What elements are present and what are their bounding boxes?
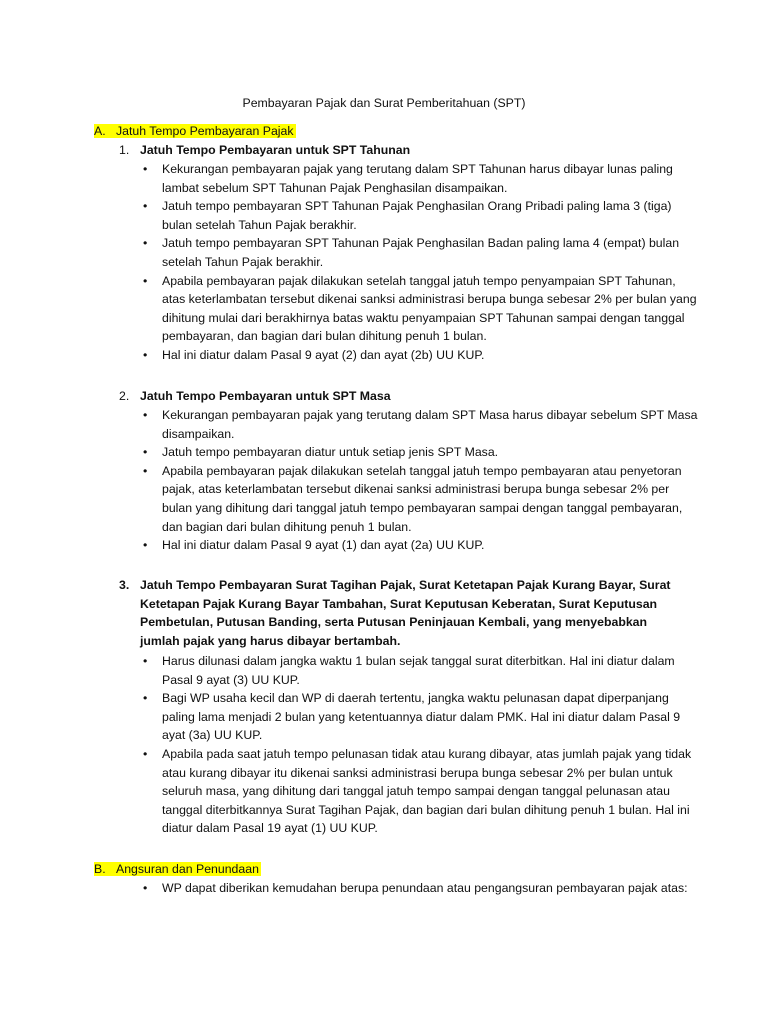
subsection-2-bullet-list: [140, 406, 700, 555]
subsection-2-title: Jatuh Tempo Pembayaran untuk SPT Masa: [140, 389, 391, 403]
subsection-3-bullet-list: [140, 652, 700, 838]
list-item: • Jatuh tempo pembayaran diatur untuk setiap jenis SPT Masa.: [140, 443, 700, 462]
subsection-3-heading: [119, 576, 675, 650]
list-item: • Apabila pembayaran pajak dilakukan setelah tanggal jatuh tempo penyampaian SPT Tahunan, atas keterlambatan tersebut dikenai sanksi administrasi berupa bunga sebesar 2% per bulan yang dihitung mulai dari berakhirnya batas waktu penyampaian SPT Tahunan sampai dengan tanggal pembayaran, dan bagian dari bulan dihitung penuh 1 bulan.: [140, 272, 700, 346]
list-item: • Jatuh tempo pembayaran SPT Tahunan Pajak Penghasilan Orang Pribadi paling lama 3 (tiga) bulan setelah Tahun Pajak berakhir.: [140, 197, 700, 234]
list-item: • Hal ini diatur dalam Pasal 9 ayat (1) dan ayat (2a) UU KUP.: [140, 536, 700, 555]
document-title: Pembayaran Pajak dan Surat Pemberitahuan (SPT): [242, 96, 526, 110]
subsection-3-number: 3.: [119, 578, 130, 592]
section-a-title: Jatuh Tempo Pembayaran Pajak: [116, 124, 294, 138]
subsection-2-heading: [119, 387, 391, 406]
list-item: • Harus dilunasi dalam jangka waktu 1 bulan sejak tanggal surat diterbitkan. Hal ini diatur dalam Pasal 9 ayat (3) UU KUP.: [140, 652, 700, 689]
list-item: • Apabila pembayaran pajak dilakukan setelah tanggal jatuh tempo pembayaran atau penyetoran pajak, atas keterlambatan tersebut dikenai sanksi administrasi berupa bunga sebesar 2% per bulan yang dihitung dari tanggal jatuh tempo pembayaran sampai dengan tanggal pembayaran, dan bagian dari bulan dihitung penuh 1 bulan.: [140, 462, 700, 536]
list-item: • Apabila pada saat jatuh tempo pelunasan tidak atau kurang dibayar, atas jumlah pajak yang tidak atau kurang dibayar itu dikenai sanksi administrasi berupa bunga sebesar 2% per bulan untuk seluruh masa, yang dihitung dari tanggal jatuh tempo sampai dengan tanggal pelunasan atau tanggal diterbitkannya Surat Tagihan Pajak, dan bagian dari bulan dihitung penuh 1 bulan. Hal ini diatur dalam Pasal 19 ayat (1) UU KUP.: [140, 745, 700, 838]
section-b-title: Angsuran dan Penundaan: [116, 862, 259, 876]
list-item: • WP dapat diberikan kemudahan berupa penundaan atau pengangsuran pembayaran pajak atas:: [140, 879, 700, 898]
subsection-1-number: 1.: [119, 143, 130, 157]
list-item: • Hal ini diatur dalam Pasal 9 ayat (2) dan ayat (2b) UU KUP.: [140, 346, 700, 365]
section-a-heading: [94, 122, 296, 141]
list-item: • Kekurangan pembayaran pajak yang terutang dalam SPT Tahunan harus dibayar lunas paling lambat sebelum SPT Tahunan Pajak Penghasilan disampaikan.: [140, 160, 700, 197]
subsection-1-heading: [119, 141, 410, 160]
subsection-1-bullet-list: [140, 160, 700, 365]
section-b-heading: [94, 860, 261, 879]
list-item: • Jatuh tempo pembayaran SPT Tahunan Pajak Penghasilan Badan paling lama 4 (empat) bulan setelah Tahun Pajak berakhir.: [140, 234, 700, 271]
list-item: • Bagi WP usaha kecil dan WP di daerah tertentu, jangka waktu pelunasan dapat diperpanjang paling lama menjadi 2 bulan yang ketentuannya diatur dalam PMK. Hal ini diatur dalam Pasal 9 ayat (3a) UU KUP.: [140, 689, 700, 745]
subsection-3-title: Jatuh Tempo Pembayaran Surat Tagihan Pajak, Surat Ketetapan Pajak Kurang Bayar, Surat Ketetapan Pajak Kurang Bayar Tambahan, Surat Keputusan Keberatan, Surat Keputusan Pembetulan, Putusan Banding, serta Putusan Peninjauan Kembali, yang menyebabkan jumlah pajak yang harus dibayar bertambah.: [140, 578, 671, 648]
list-item: • Kekurangan pembayaran pajak yang terutang dalam SPT Masa harus dibayar sebelum SPT Masa disampaikan.: [140, 406, 700, 443]
subsection-2-number: 2.: [119, 389, 130, 403]
subsection-1-title: Jatuh Tempo Pembayaran untuk SPT Tahunan: [140, 143, 411, 157]
section-b-letter: B.: [94, 862, 106, 876]
section-a-letter: A.: [94, 124, 106, 138]
section-b-bullet-list: [140, 879, 700, 898]
